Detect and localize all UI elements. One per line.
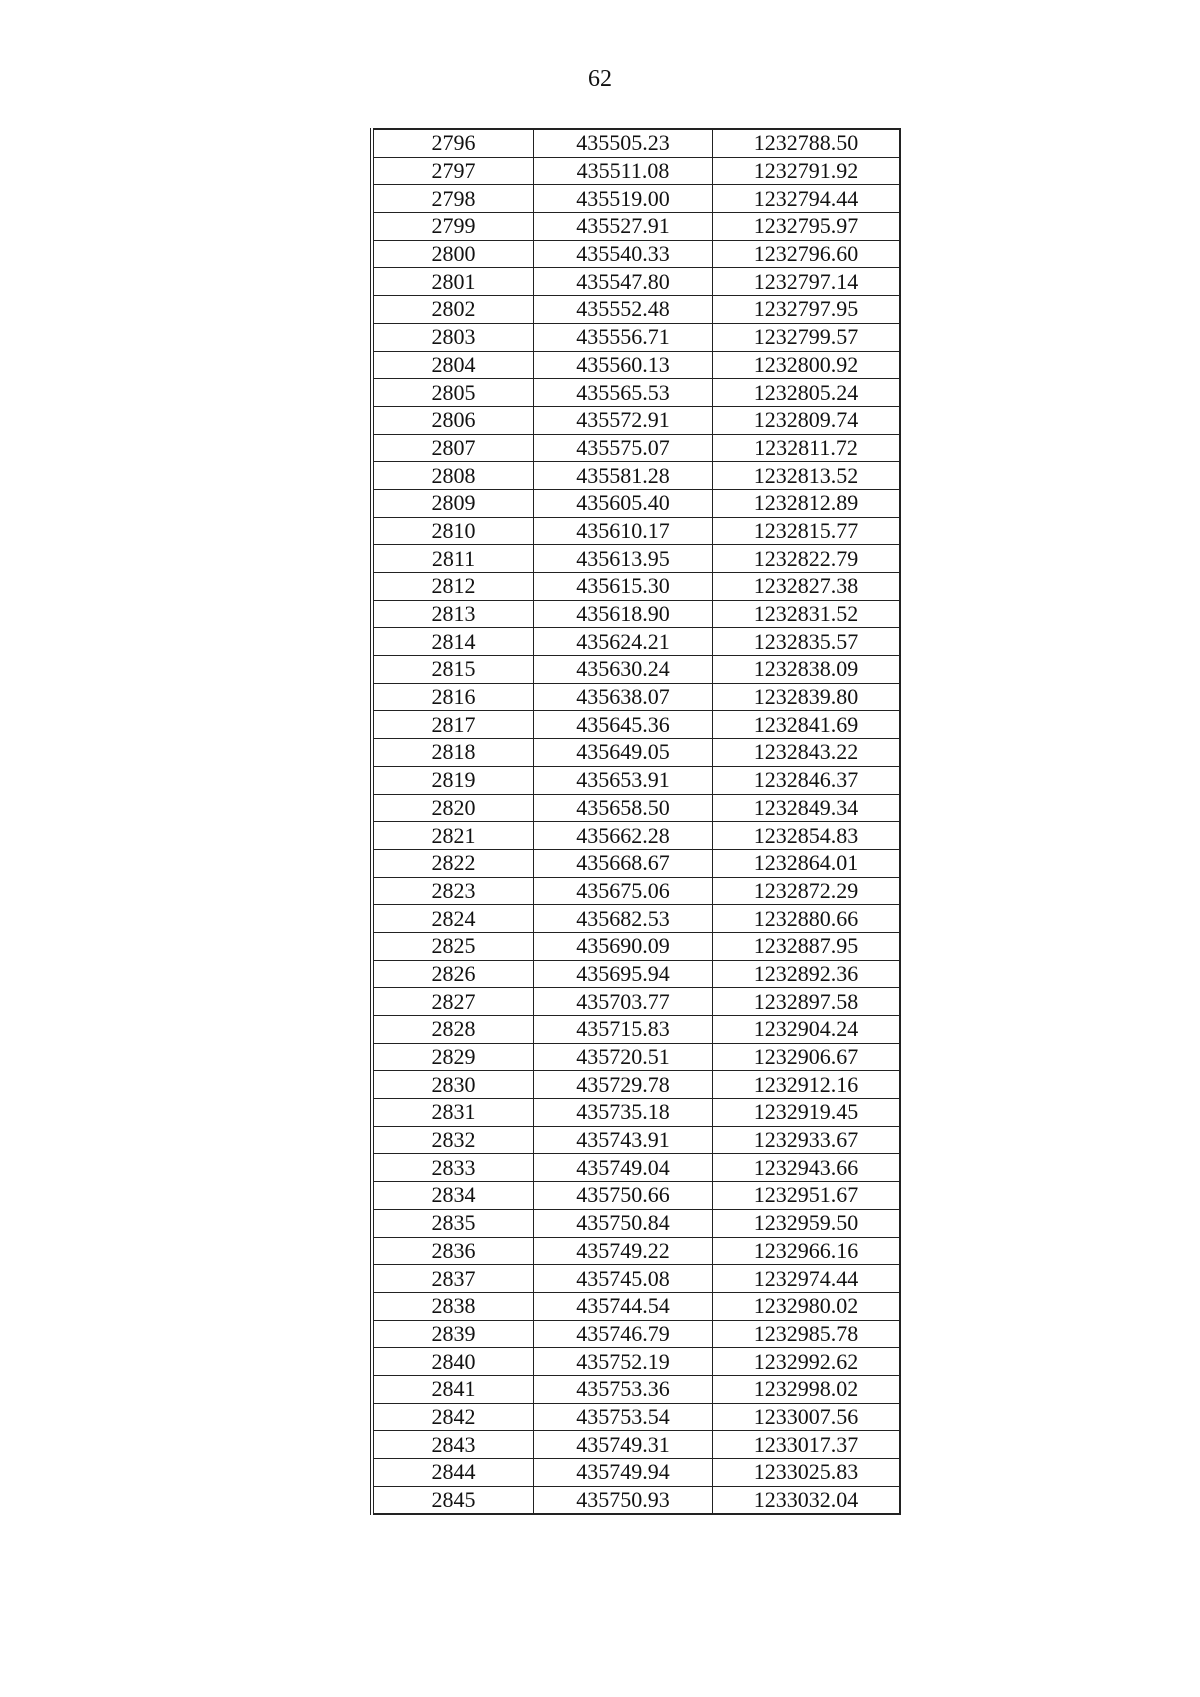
point-number-cell: 2833 [372, 1154, 534, 1182]
table-row [372, 1043, 900, 1071]
table-row [372, 462, 900, 490]
table-row [372, 960, 900, 988]
y-coordinate-cell: 1232797.95 [713, 296, 901, 324]
table-row [372, 932, 900, 960]
x-coordinate-cell: 435649.05 [534, 739, 713, 767]
x-coordinate-cell: 435547.80 [534, 268, 713, 296]
point-number-cell: 2834 [372, 1182, 534, 1210]
table-row [372, 129, 900, 157]
table-row [372, 1016, 900, 1044]
x-coordinate-cell: 435613.95 [534, 545, 713, 573]
x-coordinate-cell: 435682.53 [534, 905, 713, 933]
x-coordinate-cell: 435615.30 [534, 573, 713, 601]
y-coordinate-cell: 1232835.57 [713, 628, 901, 656]
table-row [372, 822, 900, 850]
point-number-cell: 2808 [372, 462, 534, 490]
table-row [372, 573, 900, 601]
y-coordinate-cell: 1232943.66 [713, 1154, 901, 1182]
point-number-cell: 2842 [372, 1403, 534, 1431]
table-row [372, 656, 900, 684]
x-coordinate-cell: 435605.40 [534, 489, 713, 517]
table-row [372, 296, 900, 324]
page-number: 62 [588, 66, 612, 92]
table-row [372, 849, 900, 877]
y-coordinate-cell: 1232811.72 [713, 434, 901, 462]
point-number-cell: 2819 [372, 766, 534, 794]
table-row [372, 905, 900, 933]
point-number-cell: 2821 [372, 822, 534, 850]
table-row [372, 628, 900, 656]
table-row [372, 877, 900, 905]
x-coordinate-cell: 435618.90 [534, 600, 713, 628]
point-number-cell: 2816 [372, 683, 534, 711]
point-number-cell: 2812 [372, 573, 534, 601]
point-number-cell: 2840 [372, 1348, 534, 1376]
y-coordinate-cell: 1232919.45 [713, 1099, 901, 1127]
table-row [372, 1071, 900, 1099]
x-coordinate-cell: 435753.54 [534, 1403, 713, 1431]
x-coordinate-cell: 435746.79 [534, 1320, 713, 1348]
y-coordinate-cell: 1232951.67 [713, 1182, 901, 1210]
x-coordinate-cell: 435575.07 [534, 434, 713, 462]
point-number-cell: 2810 [372, 517, 534, 545]
x-coordinate-cell: 435511.08 [534, 157, 713, 185]
y-coordinate-cell: 1232864.01 [713, 849, 901, 877]
y-coordinate-cell: 1232892.36 [713, 960, 901, 988]
table-row [372, 517, 900, 545]
y-coordinate-cell: 1232831.52 [713, 600, 901, 628]
x-coordinate-cell: 435749.22 [534, 1237, 713, 1265]
y-coordinate-cell: 1232809.74 [713, 406, 901, 434]
y-coordinate-cell: 1232794.44 [713, 185, 901, 213]
table-row [372, 379, 900, 407]
x-coordinate-cell: 435552.48 [534, 296, 713, 324]
y-coordinate-cell: 1232904.24 [713, 1016, 901, 1044]
point-number-cell: 2820 [372, 794, 534, 822]
table-row [372, 1209, 900, 1237]
table-row [372, 1459, 900, 1487]
y-coordinate-cell: 1233025.83 [713, 1459, 901, 1487]
y-coordinate-cell: 1232849.34 [713, 794, 901, 822]
y-coordinate-cell: 1232788.50 [713, 129, 901, 157]
y-coordinate-cell: 1232841.69 [713, 711, 901, 739]
point-number-cell: 2809 [372, 489, 534, 517]
y-coordinate-cell: 1232799.57 [713, 323, 901, 351]
point-number-cell: 2830 [372, 1071, 534, 1099]
y-coordinate-cell: 1232796.60 [713, 240, 901, 268]
x-coordinate-cell: 435527.91 [534, 213, 713, 241]
point-number-cell: 2837 [372, 1265, 534, 1293]
x-coordinate-cell: 435519.00 [534, 185, 713, 213]
y-coordinate-cell: 1232791.92 [713, 157, 901, 185]
y-coordinate-cell: 1232985.78 [713, 1320, 901, 1348]
table-row [372, 1154, 900, 1182]
table-row [372, 766, 900, 794]
y-coordinate-cell: 1233007.56 [713, 1403, 901, 1431]
table-row [372, 323, 900, 351]
coordinates-table [370, 128, 901, 1515]
table-row [372, 1403, 900, 1431]
y-coordinate-cell: 1233032.04 [713, 1486, 901, 1514]
point-number-cell: 2838 [372, 1292, 534, 1320]
point-number-cell: 2826 [372, 960, 534, 988]
x-coordinate-cell: 435743.91 [534, 1126, 713, 1154]
y-coordinate-cell: 1233017.37 [713, 1431, 901, 1459]
y-coordinate-cell: 1232815.77 [713, 517, 901, 545]
table-row [372, 711, 900, 739]
y-coordinate-cell: 1232974.44 [713, 1265, 901, 1293]
table-row [372, 268, 900, 296]
point-number-cell: 2827 [372, 988, 534, 1016]
point-number-cell: 2801 [372, 268, 534, 296]
table-row [372, 1320, 900, 1348]
point-number-cell: 2839 [372, 1320, 534, 1348]
x-coordinate-cell: 435729.78 [534, 1071, 713, 1099]
table-row [372, 1486, 900, 1514]
table-row [372, 545, 900, 573]
x-coordinate-cell: 435749.94 [534, 1459, 713, 1487]
point-number-cell: 2845 [372, 1486, 534, 1514]
y-coordinate-cell: 1232980.02 [713, 1292, 901, 1320]
y-coordinate-cell: 1232966.16 [713, 1237, 901, 1265]
point-number-cell: 2832 [372, 1126, 534, 1154]
table-row [372, 240, 900, 268]
y-coordinate-cell: 1232813.52 [713, 462, 901, 490]
x-coordinate-cell: 435662.28 [534, 822, 713, 850]
x-coordinate-cell: 435715.83 [534, 1016, 713, 1044]
x-coordinate-cell: 435565.53 [534, 379, 713, 407]
y-coordinate-cell: 1232998.02 [713, 1375, 901, 1403]
table-row [372, 1292, 900, 1320]
table-row [372, 1126, 900, 1154]
y-coordinate-cell: 1232854.83 [713, 822, 901, 850]
point-number-cell: 2818 [372, 739, 534, 767]
y-coordinate-cell: 1232846.37 [713, 766, 901, 794]
point-number-cell: 2807 [372, 434, 534, 462]
table-row [372, 1237, 900, 1265]
table-row [372, 988, 900, 1016]
point-number-cell: 2813 [372, 600, 534, 628]
y-coordinate-cell: 1232795.97 [713, 213, 901, 241]
y-coordinate-cell: 1232992.62 [713, 1348, 901, 1376]
point-number-cell: 2828 [372, 1016, 534, 1044]
table-row [372, 739, 900, 767]
table-row [372, 406, 900, 434]
table-row [372, 1265, 900, 1293]
x-coordinate-cell: 435745.08 [534, 1265, 713, 1293]
x-coordinate-cell: 435630.24 [534, 656, 713, 684]
table-row [372, 351, 900, 379]
table-row [372, 600, 900, 628]
x-coordinate-cell: 435752.19 [534, 1348, 713, 1376]
x-coordinate-cell: 435638.07 [534, 683, 713, 711]
table-row [372, 794, 900, 822]
x-coordinate-cell: 435624.21 [534, 628, 713, 656]
y-coordinate-cell: 1232800.92 [713, 351, 901, 379]
x-coordinate-cell: 435572.91 [534, 406, 713, 434]
x-coordinate-cell: 435695.94 [534, 960, 713, 988]
y-coordinate-cell: 1232959.50 [713, 1209, 901, 1237]
point-number-cell: 2815 [372, 656, 534, 684]
y-coordinate-cell: 1232805.24 [713, 379, 901, 407]
y-coordinate-cell: 1232827.38 [713, 573, 901, 601]
coordinates-table-body [372, 129, 900, 1514]
x-coordinate-cell: 435658.50 [534, 794, 713, 822]
table-row [372, 1099, 900, 1127]
y-coordinate-cell: 1232839.80 [713, 683, 901, 711]
point-number-cell: 2800 [372, 240, 534, 268]
x-coordinate-cell: 435540.33 [534, 240, 713, 268]
x-coordinate-cell: 435505.23 [534, 129, 713, 157]
x-coordinate-cell: 435703.77 [534, 988, 713, 1016]
x-coordinate-cell: 435753.36 [534, 1375, 713, 1403]
point-number-cell: 2824 [372, 905, 534, 933]
x-coordinate-cell: 435744.54 [534, 1292, 713, 1320]
x-coordinate-cell: 435720.51 [534, 1043, 713, 1071]
y-coordinate-cell: 1232906.67 [713, 1043, 901, 1071]
point-number-cell: 2796 [372, 129, 534, 157]
x-coordinate-cell: 435749.31 [534, 1431, 713, 1459]
point-number-cell: 2797 [372, 157, 534, 185]
x-coordinate-cell: 435750.93 [534, 1486, 713, 1514]
point-number-cell: 2802 [372, 296, 534, 324]
x-coordinate-cell: 435749.04 [534, 1154, 713, 1182]
table-row [372, 434, 900, 462]
point-number-cell: 2836 [372, 1237, 534, 1265]
table-row [372, 1431, 900, 1459]
x-coordinate-cell: 435735.18 [534, 1099, 713, 1127]
table-row [372, 1182, 900, 1210]
point-number-cell: 2822 [372, 849, 534, 877]
point-number-cell: 2844 [372, 1459, 534, 1487]
y-coordinate-cell: 1232887.95 [713, 932, 901, 960]
y-coordinate-cell: 1232843.22 [713, 739, 901, 767]
point-number-cell: 2803 [372, 323, 534, 351]
table-row [372, 1375, 900, 1403]
table-row [372, 683, 900, 711]
point-number-cell: 2831 [372, 1099, 534, 1127]
x-coordinate-cell: 435610.17 [534, 517, 713, 545]
point-number-cell: 2817 [372, 711, 534, 739]
y-coordinate-cell: 1232880.66 [713, 905, 901, 933]
point-number-cell: 2799 [372, 213, 534, 241]
point-number-cell: 2843 [372, 1431, 534, 1459]
x-coordinate-cell: 435653.91 [534, 766, 713, 794]
y-coordinate-cell: 1232897.58 [713, 988, 901, 1016]
point-number-cell: 2798 [372, 185, 534, 213]
point-number-cell: 2823 [372, 877, 534, 905]
point-number-cell: 2829 [372, 1043, 534, 1071]
y-coordinate-cell: 1232797.14 [713, 268, 901, 296]
y-coordinate-cell: 1232812.89 [713, 489, 901, 517]
y-coordinate-cell: 1232912.16 [713, 1071, 901, 1099]
point-number-cell: 2806 [372, 406, 534, 434]
table-row [372, 157, 900, 185]
x-coordinate-cell: 435645.36 [534, 711, 713, 739]
y-coordinate-cell: 1232822.79 [713, 545, 901, 573]
x-coordinate-cell: 435675.06 [534, 877, 713, 905]
x-coordinate-cell: 435556.71 [534, 323, 713, 351]
point-number-cell: 2804 [372, 351, 534, 379]
table-row [372, 1348, 900, 1376]
y-coordinate-cell: 1232933.67 [713, 1126, 901, 1154]
x-coordinate-cell: 435560.13 [534, 351, 713, 379]
table-row [372, 489, 900, 517]
point-number-cell: 2825 [372, 932, 534, 960]
point-number-cell: 2814 [372, 628, 534, 656]
x-coordinate-cell: 435668.67 [534, 849, 713, 877]
y-coordinate-cell: 1232872.29 [713, 877, 901, 905]
point-number-cell: 2841 [372, 1375, 534, 1403]
table-row [372, 213, 900, 241]
point-number-cell: 2811 [372, 545, 534, 573]
x-coordinate-cell: 435581.28 [534, 462, 713, 490]
y-coordinate-cell: 1232838.09 [713, 656, 901, 684]
table-row [372, 185, 900, 213]
x-coordinate-cell: 435690.09 [534, 932, 713, 960]
point-number-cell: 2805 [372, 379, 534, 407]
x-coordinate-cell: 435750.84 [534, 1209, 713, 1237]
x-coordinate-cell: 435750.66 [534, 1182, 713, 1210]
point-number-cell: 2835 [372, 1209, 534, 1237]
